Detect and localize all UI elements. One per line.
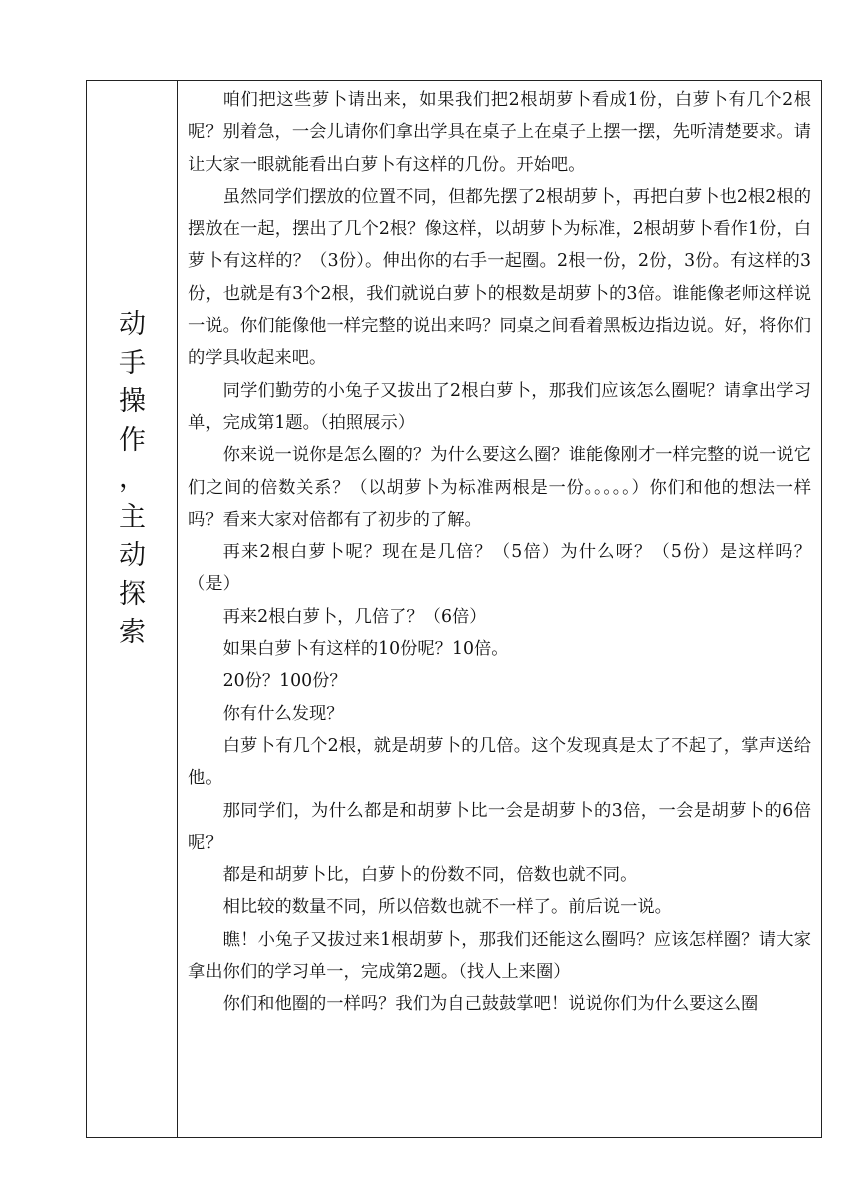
lesson-table <box>86 80 822 1138</box>
section-title-char: 探 <box>119 578 146 610</box>
paragraph: 咱们把这些萝卜请出来，如果我们把2根胡萝卜看成1份，白萝卜有几个2根呢？别着急，一会儿请你们拿出学具在桌子上在桌子上摆一摆，先听清楚要求。请让大家一眼就能看出白萝卜有这样的几份。开始吧。 <box>188 90 811 175</box>
lesson-content-cell <box>178 81 821 1137</box>
section-title-char: 主 <box>119 501 146 533</box>
section-title-char: 作 <box>119 424 146 456</box>
section-title-char: 动 <box>119 540 146 571</box>
section-title-char: 动 <box>119 309 146 340</box>
paragraph: 白萝卜有几个2根，就是胡萝卜的几倍。这个发现真是太了不起了，掌声送给他。 <box>188 735 811 789</box>
section-title-char: ， <box>119 463 146 494</box>
section-title-char: 手 <box>119 347 146 379</box>
paragraph: 那同学们，为什么都是和胡萝卜比一会是胡萝卜的3倍，一会是胡萝卜的6倍呢？ <box>188 800 811 853</box>
section-label-cell <box>87 81 178 1137</box>
paragraph: 20份？100份？ <box>222 671 347 692</box>
paragraph: 相比较的数量不同，所以倍数也就不一样了。前后说一说。 <box>222 897 672 918</box>
section-title-char: 操 <box>119 386 146 417</box>
paragraph: 同学们勤劳的小兔子又拔出了2根白萝卜，那我们应该怎么圈呢？请拿出学习单，完成第1题。（拍照展示） <box>188 380 811 433</box>
paragraph: 都是和胡萝卜比，白萝卜的份数不同，倍数也就不同。 <box>222 865 638 886</box>
paragraph: 你来说一说你是怎么圈的？为什么要这么圈？谁能像刚才一样完整的说一说它们之间的倍数关系？（以胡萝卜为标准两根是一份。。。。。）你们和他的想法一样吗？看来大家对倍都有了初步的了解。 <box>188 445 811 530</box>
paragraph: 如果白萝卜有这样的10份呢？10倍。 <box>222 639 509 660</box>
section-title <box>87 306 178 653</box>
paragraph: 虽然同学们摆放的位置不同，但都先摆了2根胡萝卜，再把白萝卜也2根2根的摆放在一起，摆出了几个2根？像这样，以胡萝卜为标准，2根胡萝卜看作1份，白萝卜有这样的？（3份）。伸出你的右手一起圈。2根一份，2份，3份。有这样的3份，也就是有3个2根，我们就说白萝卜的根数是胡萝卜的3倍。谁能像老师这样说一说。你们能像他一样完整的说出来吗？同桌之间看着黑板边指边说。好，将你们的学具收起来吧。 <box>188 186 811 369</box>
paragraph: 你有什么发现？ <box>222 703 344 724</box>
paragraph: 你们和他圈的一样吗？我们为自己鼓鼓掌吧！说说你们为什么要这么圈 <box>222 994 759 1015</box>
section-title-char: 索 <box>119 617 146 648</box>
paragraph: 再来2根白萝卜，几倍了？（6倍） <box>222 606 487 627</box>
lesson-content <box>188 84 811 1021</box>
paragraph: 再来2根白萝卜呢？现在是几倍？（5倍）为什么呀？（5份）是这样吗？（是） <box>188 542 811 595</box>
paragraph: 瞧！小兔子又拔过来1根胡萝卜，那我们还能这么圈吗？应该怎样圈？请大家拿出你们的学习单一，完成第2题。（找人上来圈） <box>188 929 811 983</box>
